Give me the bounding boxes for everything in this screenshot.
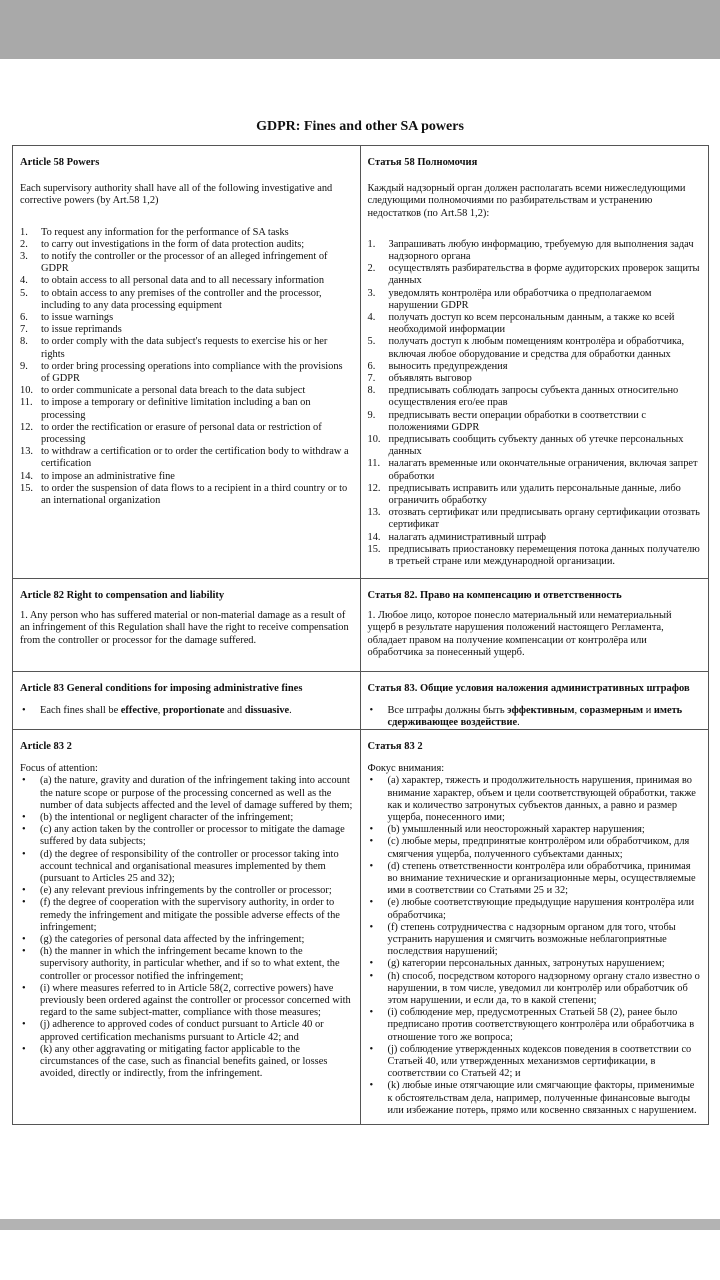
- list-number: 5.: [367, 336, 376, 348]
- list-item: [368, 288, 702, 312]
- bullet-icon: [368, 1044, 388, 1081]
- article-58-heading-ru: Статья 58 Полномочия: [367, 157, 478, 168]
- list-number: 9.: [367, 409, 376, 421]
- list-item: [368, 958, 702, 970]
- list-item-text: Запрашивать любую информацию, требуемую для выполнения задач надзорного органа: [388, 238, 694, 263]
- list-item: [368, 483, 702, 507]
- list-item-text: (c) any action taken by the controller or processor to mitigate the damage suffered by data subjects;: [40, 824, 345, 848]
- list-number: 10.: [367, 434, 381, 446]
- list-item: [368, 861, 702, 898]
- list-number: 4.: [20, 275, 28, 287]
- list-number: 9.: [20, 360, 28, 372]
- list-item: [20, 812, 353, 824]
- bullet-icon: [20, 897, 40, 934]
- text-fragment: и: [643, 705, 654, 717]
- list-item: [20, 239, 353, 251]
- list-number: 5.: [20, 287, 28, 299]
- cell-article-58-ru: [361, 146, 709, 578]
- list-item-text: to carry out investigations in the form of data protection audits;: [41, 238, 305, 250]
- list-item: [20, 288, 353, 312]
- bold-effective: effective: [120, 705, 158, 717]
- bullet-icon: [368, 897, 388, 921]
- bold-effective-ru: эффективным: [507, 705, 575, 717]
- bullet-icon: [20, 849, 40, 886]
- list-item-text: налагать административный штраф: [388, 531, 546, 543]
- list-item-text: налагать временные или окончательные ограничения, включая запрет обработки: [388, 458, 698, 482]
- list-item-text: уведомлять контролёра или обработчика о предполагаемом нарушении GDPR: [388, 287, 652, 311]
- list-item-text: to issue warnings: [41, 312, 114, 324]
- bullet-icon: [368, 861, 388, 898]
- row-article-83-2: [13, 730, 708, 1124]
- fines-condition-text-ru: [388, 705, 702, 729]
- list-number: 6.: [20, 312, 28, 324]
- bullet-icon: [20, 946, 40, 983]
- list-item: [368, 239, 702, 263]
- cell-article-58-en: [13, 146, 361, 578]
- list-number: 14.: [20, 470, 33, 482]
- text-fragment: ,: [157, 705, 163, 717]
- list-item-text: (d) the degree of responsibility of the controller or processor taking into account technical and organisational measures implemented by them (pursuant to Articles 25 and 32);: [40, 848, 339, 885]
- list-number: 11.: [367, 458, 381, 470]
- list-number: 8.: [20, 336, 28, 348]
- list-item: [368, 922, 702, 959]
- list-item: [20, 946, 353, 983]
- list-item-text: to obtain access to any premises of the controller and the processor, including to any data processing equipment: [41, 287, 322, 311]
- text-fragment: and: [224, 705, 245, 717]
- list-item-text: (a) характер, тяжесть и продолжительность нарушения, принимая во внимание характер, объем и цели соответствующей обработки, также как и количество затронутых субъектов данных, а равно и размер ущерба, понесенного ими;: [387, 775, 696, 824]
- list-item: [20, 483, 353, 507]
- focus-label-ru: Фокус внимания:: [367, 763, 445, 775]
- bullet-icon: [368, 971, 388, 1008]
- list-item-text: to impose a temporary or definitive limitation including a ban on processing: [41, 397, 311, 421]
- fines-conditions-list-ru: [368, 705, 702, 729]
- list-number: 2.: [367, 263, 376, 275]
- list-item-text: to order the suspension of data flows to a recipient in a third country or to an international organization: [41, 482, 348, 507]
- bold-dissuasive: dissuasive: [244, 705, 290, 717]
- list-number: 1.: [367, 238, 376, 250]
- list-item: [368, 544, 702, 568]
- list-item-text: (i) where measures referred to in Article 58(2, corrective powers) have previously been ordered against the controller or processor concerned with regard to the same subject-matter, compliance with those measures;: [40, 982, 351, 1019]
- focus-list-en: [20, 775, 353, 1080]
- list-item: [20, 885, 353, 897]
- list-item: [20, 934, 353, 946]
- article-58-heading-en: Article 58 Powers: [20, 157, 100, 168]
- list-item: [368, 897, 702, 921]
- list-item: [368, 824, 702, 836]
- text-fragment: .: [289, 705, 292, 717]
- list-item: [368, 263, 702, 287]
- list-number: 2.: [20, 238, 28, 250]
- powers-list-en: [20, 227, 353, 508]
- list-item: [368, 532, 702, 544]
- text-fragment: Все штрафы должны быть: [387, 705, 508, 717]
- list-item-text: to order bring processing operations into compliance with the provisions of GDPR: [41, 360, 343, 385]
- list-item: [20, 336, 353, 360]
- article-82-heading-en: Article 82 Right to compensation and liability: [20, 590, 225, 601]
- bullet-icon: [368, 1007, 388, 1044]
- row-article-83: [13, 672, 708, 730]
- list-item-text: to notify the controller or the processor of an alleged infringement of GDPR: [41, 251, 328, 275]
- bullet-icon: [368, 922, 388, 959]
- list-item-text: to order comply with the data subject's requests to exercise his or her rights: [41, 336, 328, 360]
- list-number: 1.: [20, 226, 28, 238]
- list-number: 7.: [367, 373, 376, 385]
- list-item: [20, 324, 353, 336]
- bold-proportionate: proportionate: [162, 705, 225, 717]
- list-item-text: to withdraw a certification or to order the certification body to withdraw a certification: [41, 446, 349, 470]
- list-number: 13.: [20, 446, 33, 458]
- list-item-text: To request any information for the performance of SA tasks: [41, 226, 289, 238]
- article-83-2-heading-en: Article 83 2: [20, 741, 72, 752]
- article-58-intro-en: Each supervisory authority shall have all of the following investigative and corrective powers (by Art.58 1,2): [20, 183, 333, 207]
- list-item-text: (a) the nature, gravity and duration of the infringement taking into account the nature scope or purpose of the processing concerned as well as the number of data subjects affected and the level of damage suffered by them;: [40, 775, 353, 811]
- cell-article-82-en: [13, 579, 361, 671]
- bottom-gray-bar: [0, 1219, 720, 1230]
- list-item: [368, 361, 702, 373]
- list-item: [20, 1019, 353, 1043]
- bullet-icon: [368, 705, 388, 729]
- fines-condition-text-en: [40, 705, 292, 717]
- list-item: [20, 422, 353, 446]
- list-item-text: (f) the degree of cooperation with the supervisory authority, in order to remedy the infringement and mitigate the possible adverse effects of the infringement;: [40, 897, 340, 933]
- list-number: 15.: [367, 543, 381, 555]
- list-item-text: to issue reprimands: [41, 324, 122, 336]
- list-number: 6.: [367, 360, 376, 372]
- list-item: [20, 227, 353, 239]
- text-fragment: .: [517, 717, 520, 729]
- bullet-icon: [20, 934, 40, 946]
- row-article-58: [13, 146, 708, 579]
- list-number: 14.: [367, 531, 381, 543]
- fines-conditions-list-en: [20, 705, 353, 717]
- list-item: [20, 385, 353, 397]
- list-item: [20, 849, 353, 886]
- list-item-text: to impose an administrative fine: [41, 470, 175, 482]
- powers-list-ru: [368, 239, 702, 568]
- list-item-text: (k) любые иные отягчающие или смягчающие факторы, применимые к обстоятельствам дела, например, полученные финансовые выгоды или избежание потерь, прямо или косвенно связанных с нарушением.: [387, 1080, 697, 1116]
- list-item: [20, 361, 353, 385]
- bullet-icon: [368, 836, 388, 860]
- list-item: [368, 1080, 702, 1117]
- list-number: 3.: [367, 287, 376, 299]
- bullet-icon: [20, 705, 40, 717]
- list-item: [368, 971, 702, 1008]
- list-item: [20, 983, 353, 1020]
- bullet-icon: [20, 1019, 40, 1043]
- focus-list-ru: [368, 775, 702, 1117]
- list-item-text: (c) любые меры, предпринятые контролёром или обработчиком, для смягчения ущерба, полученного субъектами данных;: [387, 836, 690, 860]
- list-item-text: предписывать вести операции обработки в соответствии с положениями GDPR: [388, 409, 647, 433]
- row-article-82: [13, 579, 708, 672]
- list-item: [368, 410, 702, 434]
- list-number: 10.: [20, 385, 33, 397]
- list-item-text: предписывать приостановку перемещения потока данных получателю в третьей стране или международной организации.: [388, 543, 700, 568]
- list-item-text: (b) the intentional or negligent character of the infringement;: [40, 812, 294, 824]
- cell-article-83-en: [13, 672, 361, 729]
- list-item: [368, 434, 702, 458]
- list-item-text: (j) adherence to approved codes of conduct pursuant to Article 40 or approved certification mechanisms pursuant to Article 42; and: [40, 1019, 324, 1043]
- list-item-text: объявлять выговор: [388, 373, 472, 385]
- list-item-text: выносить предупреждения: [388, 360, 508, 372]
- list-number: 13.: [367, 507, 381, 519]
- list-item-text: предписывать сообщить субъекту данных об утечке персональных данных: [388, 434, 684, 458]
- bullet-icon: [20, 983, 40, 1020]
- article-82-heading-ru: Статья 82. Право на компенсацию и ответственность: [367, 590, 622, 601]
- list-item: [20, 775, 353, 812]
- bullet-icon: [20, 885, 40, 897]
- page-title: GDPR: Fines and other SA powers: [256, 119, 464, 134]
- bold-proportionate-ru: соразмерным: [579, 705, 644, 717]
- list-number: 7.: [20, 324, 28, 336]
- focus-label-en: Focus of attention:: [20, 763, 98, 775]
- article-58-intro-ru: Каждый надзорный орган должен располагать всеми нижеследующими следующими полномочиями по разбирательствам и устранению недостатков (по Art.58 1,2):: [367, 183, 686, 219]
- cell-article-83-2-ru: [361, 730, 709, 1124]
- list-item-text: (h) the manner in which the infringement became known to the supervisory authority, in particular whether, and if so to what extent, the controller or processor notified the infringement;: [40, 946, 340, 982]
- list-item-text: предписывать исправить или удалить персональные данные, либо ограничить обработку: [388, 482, 681, 507]
- bullet-icon: [20, 1044, 40, 1081]
- article-83-2-heading-ru: Статья 83 2: [367, 741, 423, 752]
- list-item-text: получать доступ ко всем персональным данным, а также ко всей необходимой информации: [388, 312, 675, 336]
- list-number: 4.: [367, 312, 376, 324]
- list-number: 8.: [367, 385, 376, 397]
- list-item: [368, 836, 702, 860]
- list-item-text: to order the rectification or erasure of personal data or restriction of processing: [41, 421, 322, 446]
- list-item: [20, 705, 353, 717]
- list-item: [368, 458, 702, 482]
- bold-dissuasive-ru: иметь сдерживающее воздействие: [387, 705, 683, 729]
- list-number: 12.: [20, 421, 33, 433]
- list-number: 3.: [20, 251, 28, 263]
- list-item-text: предписывать соблюдать запросы субъекта данных относительно осуществления его/ее прав: [388, 385, 679, 409]
- list-item-text: (e) any relevant previous infringements by the controller or processor;: [40, 885, 332, 897]
- cell-article-83-2-en: [13, 730, 361, 1124]
- list-item-text: (k) any other aggravating or mitigating factor applicable to the circumstances of the case, such as financial benefits gained, or losses avoided, directly or indirectly, from the infringement.: [40, 1043, 328, 1080]
- list-item: [20, 275, 353, 287]
- list-item: [368, 775, 702, 824]
- list-item: [20, 397, 353, 421]
- list-item: [20, 251, 353, 275]
- list-item-text: (h) способ, посредством которого надзорному органу стало известно о нарушении, в том числе, уведомил ли контролёр или обработчик об этом нарушении, и если да, то в какой степени;: [387, 970, 700, 1007]
- list-item: [368, 1044, 702, 1081]
- list-number: 12.: [367, 482, 381, 494]
- list-number: 11.: [20, 397, 33, 409]
- bullet-icon: [20, 812, 40, 824]
- top-gray-bar: [0, 0, 720, 59]
- bullet-icon: [20, 775, 40, 812]
- article-82-text-ru: 1. Любое лицо, которое понесло материальный или нематериальный ущерб в результате нарушения положений настоящего Регламента, обладает правом на получение компенсации от контролёра или обработчика за понесенный ущерб.: [367, 610, 672, 658]
- list-item-text: (d) степень ответственности контролёра или обработчика, принимая во внимание технические и организационные меры, осуществляемые ими в соответствии со Статьями 25 и 32;: [387, 860, 696, 897]
- list-item: [20, 446, 353, 470]
- list-item-text: (b) умышленный или неосторожный характер нарушения;: [387, 824, 645, 836]
- bullet-icon: [368, 958, 388, 970]
- list-item: [368, 507, 702, 531]
- article-83-heading-ru: Статья 83. Общие условия наложения административных штрафов: [367, 683, 690, 694]
- list-item-text: (i) соблюдение мер, предусмотренных Статьей 58 (2), ранее было предписано против соответствующего контролёра или обработчика в отношение того же вопроса;: [387, 1007, 695, 1043]
- list-item-text: to order communicate a personal data breach to the data subject: [41, 385, 306, 397]
- cell-article-82-ru: [361, 579, 709, 671]
- cell-article-83-ru: [361, 672, 709, 729]
- list-item-text: to obtain access to all personal data and to all necessary information: [41, 275, 325, 287]
- bullet-icon: [368, 775, 388, 824]
- list-item: [368, 385, 702, 409]
- list-item-text: (f) степень сотрудничества с надзорным органом для того, чтобы устранить нарушения и смягчить возможные неблагоприятные последствия нарушений;: [387, 921, 676, 958]
- list-item-text: получать доступ к любым помещениям контролёра и обработчика, включая любое оборудование и средства для обработки данных: [388, 336, 685, 360]
- list-item-text: (e) любые соответствующие предыдущие нарушения контролёра или обработчика;: [387, 897, 695, 921]
- text-fragment: ,: [574, 705, 580, 717]
- list-item: [368, 336, 702, 360]
- list-item-text: отозвать сертификат или предписывать органу сертификации отозвать сертификат: [388, 507, 700, 531]
- list-number: 15.: [20, 482, 33, 494]
- list-item-text: (j) соблюдение утвержденных кодексов поведения в соответствии со Статьей 40, или утвержденных механизмов сертификации, в соответствии со Статьей 42; и: [387, 1043, 692, 1080]
- bullet-icon: [368, 1080, 388, 1117]
- list-item-text: (g) категории персональных данных, затронутых нарушением;: [387, 958, 665, 970]
- list-item: [368, 705, 702, 729]
- list-item-text: (g) the categories of personal data affected by the infringement;: [40, 934, 305, 946]
- article-83-heading-en: Article 83 General conditions for imposing administrative fines: [20, 683, 303, 694]
- list-item: [368, 1007, 702, 1044]
- bullet-icon: [368, 824, 388, 836]
- list-item: [368, 312, 702, 336]
- list-item: [20, 897, 353, 934]
- article-82-text-en: 1. Any person who has suffered material or non-material damage as a result of an infringement of this Regulation shall have the right to receive compensation from the controller or processor for the damage suffered.: [20, 610, 349, 646]
- list-item: [368, 373, 702, 385]
- list-item: [20, 471, 353, 483]
- list-item: [20, 312, 353, 324]
- text-fragment: Each fines shall be: [40, 705, 121, 717]
- list-item: [20, 824, 353, 848]
- bullet-icon: [20, 824, 40, 848]
- list-item: [20, 1044, 353, 1081]
- comparison-table: [12, 145, 709, 1125]
- list-item-text: осуществлять разбирательства в форме аудиторских проверок защиты данных: [388, 263, 700, 287]
